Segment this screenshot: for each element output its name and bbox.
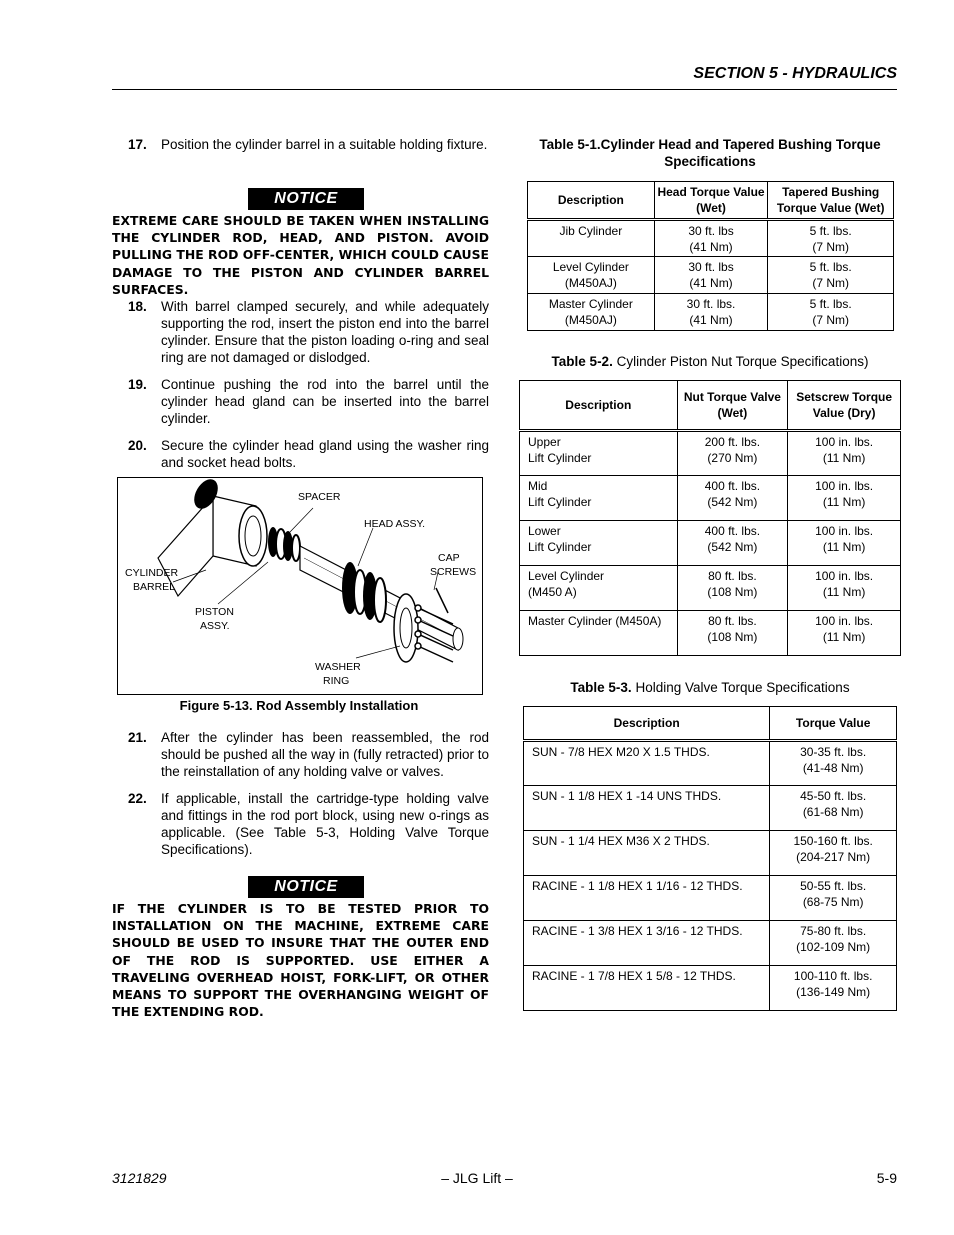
step-text: Position the cylinder barrel in a suitable holding fixture. — [161, 137, 488, 152]
table-5-3 — [523, 706, 897, 1011]
table-row — [524, 741, 897, 786]
table-cell: 80 ft. lbs. (108 Nm) — [677, 566, 788, 611]
table-cell: 400 ft. lbs. (542 Nm) — [677, 521, 788, 566]
table-cell: 45-50 ft. lbs. (61-68 Nm) — [770, 786, 897, 831]
table-cell: Upper Lift Cylinder — [520, 431, 678, 476]
label-spacer: SPACER — [298, 491, 341, 503]
table-cell: 200 ft. lbs. (270 Nm) — [677, 431, 788, 476]
step-number: 22. — [128, 791, 147, 806]
table-5-2-caption — [519, 353, 901, 370]
step-18 — [112, 298, 489, 366]
table-header: Torque Value — [770, 707, 897, 741]
table-cell: 5 ft. lbs. (7 Nm) — [768, 257, 894, 294]
table-cell: 100 in. lbs. (11 Nm) — [788, 476, 901, 521]
step-number: 20. — [128, 438, 147, 453]
step-19 — [112, 376, 489, 427]
notice-badge: NOTICE — [248, 188, 364, 210]
table-row — [524, 786, 897, 831]
step-number: 17. — [128, 137, 147, 152]
table-cell: 150-160 ft. lbs. (204-217 Nm) — [770, 831, 897, 876]
table-cell: SUN - 7/8 HEX M20 X 1.5 THDS. — [524, 741, 770, 786]
table-cell: 80 ft. lbs. (108 Nm) — [677, 611, 788, 656]
step-20 — [112, 437, 489, 471]
label-screws: SCREWS — [430, 566, 477, 578]
table-row — [524, 831, 897, 876]
doc-number: 3121829 — [112, 1170, 167, 1186]
caption-label: Table 5-2. — [551, 354, 613, 369]
label-head-assy: HEAD ASSY. — [364, 518, 426, 530]
table-cell: 75-80 ft. lbs. (102-109 Nm) — [770, 921, 897, 966]
table-cell: 30 ft. lbs (41 Nm) — [654, 220, 768, 257]
footer-center: – JLG Lift – — [441, 1170, 513, 1186]
table-header: Description — [528, 182, 655, 220]
table-5-3-body — [524, 741, 897, 1011]
table-row — [524, 876, 897, 921]
table-cell: 5 ft. lbs. (7 Nm) — [768, 220, 894, 257]
table-row — [528, 294, 894, 331]
table-row — [528, 257, 894, 294]
table-header: Head Torque Value (Wet) — [654, 182, 768, 220]
step-text: If applicable, install the cartridge-type holding valve and fittings in the rod port block, using new o-rings as applicable. (See Table 5-3, Holding Valve Torque Specifications). — [161, 791, 489, 857]
table-row — [524, 921, 897, 966]
caption-label: Table 5-3. — [570, 680, 632, 695]
table-cell: Master Cylinder (M450AJ) — [528, 294, 655, 331]
table-cell: 100 in. lbs. (11 Nm) — [788, 566, 901, 611]
table-row — [520, 431, 901, 476]
table-header: Setscrew Torque Value (Dry) — [788, 381, 901, 431]
label-cylinder: CYLINDER — [125, 567, 179, 579]
table-cell: SUN - 1 1/4 HEX M36 X 2 THDS. — [524, 831, 770, 876]
table-row — [520, 476, 901, 521]
table-cell: 50-55 ft. lbs. (68-75 Nm) — [770, 876, 897, 921]
table-cell: Master Cylinder (M450A) — [520, 611, 678, 656]
rod-assembly-figure — [117, 477, 483, 695]
table-row — [520, 521, 901, 566]
caption-text: Cylinder Piston Nut Torque Specifications) — [612, 354, 869, 369]
table-cell: 100-110 ft. lbs. (136-149 Nm) — [770, 966, 897, 1011]
table-5-3-caption — [523, 679, 897, 696]
step-22 — [112, 790, 489, 858]
table-cell: 100 in. lbs. (11 Nm) — [788, 431, 901, 476]
label-barrel: BARREL — [133, 581, 176, 593]
notice-badge: NOTICE — [248, 876, 364, 898]
table-5-2-body — [520, 431, 901, 656]
table-cell: RACINE - 1 7/8 HEX 1 5/8 - 12 THDS. — [524, 966, 770, 1011]
table-cell: 5 ft. lbs. (7 Nm) — [768, 294, 894, 331]
table-row — [520, 566, 901, 611]
table-cell: RACINE - 1 3/8 HEX 1 3/16 - 12 THDS. — [524, 921, 770, 966]
step-text: Secure the cylinder head gland using the washer ring and socket head bolts. — [161, 438, 489, 470]
table-row — [528, 220, 894, 257]
figure-caption: Figure 5-13. Rod Assembly Installation — [179, 698, 419, 713]
table-5-1-caption: Table 5-1.Cylinder Head and Tapered Bushing Torque Specifications — [539, 137, 881, 169]
section-title: SECTION 5 - HYDRAULICS — [693, 65, 897, 82]
table-cell: 30 ft. lbs (41 Nm) — [654, 257, 768, 294]
step-number: 21. — [128, 730, 147, 745]
table-5-2 — [519, 380, 901, 656]
step-text: Continue pushing the rod into the barrel until the cylinder head gland can be inserted into the barrel cylinder. — [161, 377, 489, 426]
table-row — [520, 611, 901, 656]
step-number: 18. — [128, 299, 147, 314]
table-cell: 100 in. lbs. (11 Nm) — [788, 611, 901, 656]
table-header: Description — [520, 381, 678, 431]
step-17 — [112, 136, 489, 153]
step-number: 19. — [128, 377, 147, 392]
step-21 — [112, 729, 489, 780]
notice-text: EXTREME CARE SHOULD BE TAKEN WHEN INSTALLING THE CYLINDER ROD, HEAD, AND PISTON. AVOID PULLING THE ROD OFF-CENTER, WHICH COULD CAUSE DAMAGE TO THE PISTON AND CYLINDER BARREL SURFACES. — [112, 213, 489, 297]
caption-text: Holding Valve Torque Specifications — [631, 680, 850, 695]
step-text: With barrel clamped securely, and while adequately supporting the rod, insert the piston end into the barrel cylinder. Ensure that the piston loading o-ring and seal ring are not damaged or dislodged. — [161, 299, 489, 365]
label-ring: RING — [323, 675, 350, 687]
table-cell: RACINE - 1 1/8 HEX 1 1/16 - 12 THDS. — [524, 876, 770, 921]
table-cell: Level Cylinder (M450AJ) — [528, 257, 655, 294]
table-header: Tapered Bushing Torque Value (Wet) — [768, 182, 894, 220]
label-cap: CAP — [438, 552, 460, 564]
table-row — [524, 966, 897, 1011]
table-cell: Jib Cylinder — [528, 220, 655, 257]
table-5-1 — [527, 181, 894, 331]
table-cell: Lower Lift Cylinder — [520, 521, 678, 566]
table-cell: Level Cylinder (M450 A) — [520, 566, 678, 611]
step-text: After the cylinder has been reassembled, the rod should be pushed all the way in (fully retracted) prior to the reinstallation of any holding valve or valves. — [161, 730, 489, 779]
page-number: 5-9 — [876, 1170, 897, 1186]
table-cell: SUN - 1 1/8 HEX 1 -14 UNS THDS. — [524, 786, 770, 831]
table-cell: 30-35 ft. lbs. (41-48 Nm) — [770, 741, 897, 786]
table-cell: 100 in. lbs. (11 Nm) — [788, 521, 901, 566]
label-assy: ASSY. — [200, 620, 230, 632]
table-cell: Mid Lift Cylinder — [520, 476, 678, 521]
table-cell: 30 ft. lbs. (41 Nm) — [654, 294, 768, 331]
table-cell: 400 ft. lbs. (542 Nm) — [677, 476, 788, 521]
label-piston: PISTON — [195, 606, 234, 618]
notice-text: IF THE CYLINDER IS TO BE TESTED PRIOR TO INSTALLATION ON THE MACHINE, EXTREME CARE SHOULD BE USED TO INSURE THAT THE OUTER END OF THE ROD IS SUPPORTED. USE EITHER A TRAVELING OVERHEAD HOIST, FORK-LIFT, OR OTHER MEANS TO SUPPORT THE OVERHANGING WEIGHT OF THE EXTENDING ROD. — [112, 901, 489, 1020]
table-5-1-body — [528, 220, 894, 331]
table-header: Description — [524, 707, 770, 741]
header-rule — [112, 89, 897, 90]
table-header: Nut Torque Valve (Wet) — [677, 381, 788, 431]
label-washer: WASHER — [315, 661, 361, 673]
